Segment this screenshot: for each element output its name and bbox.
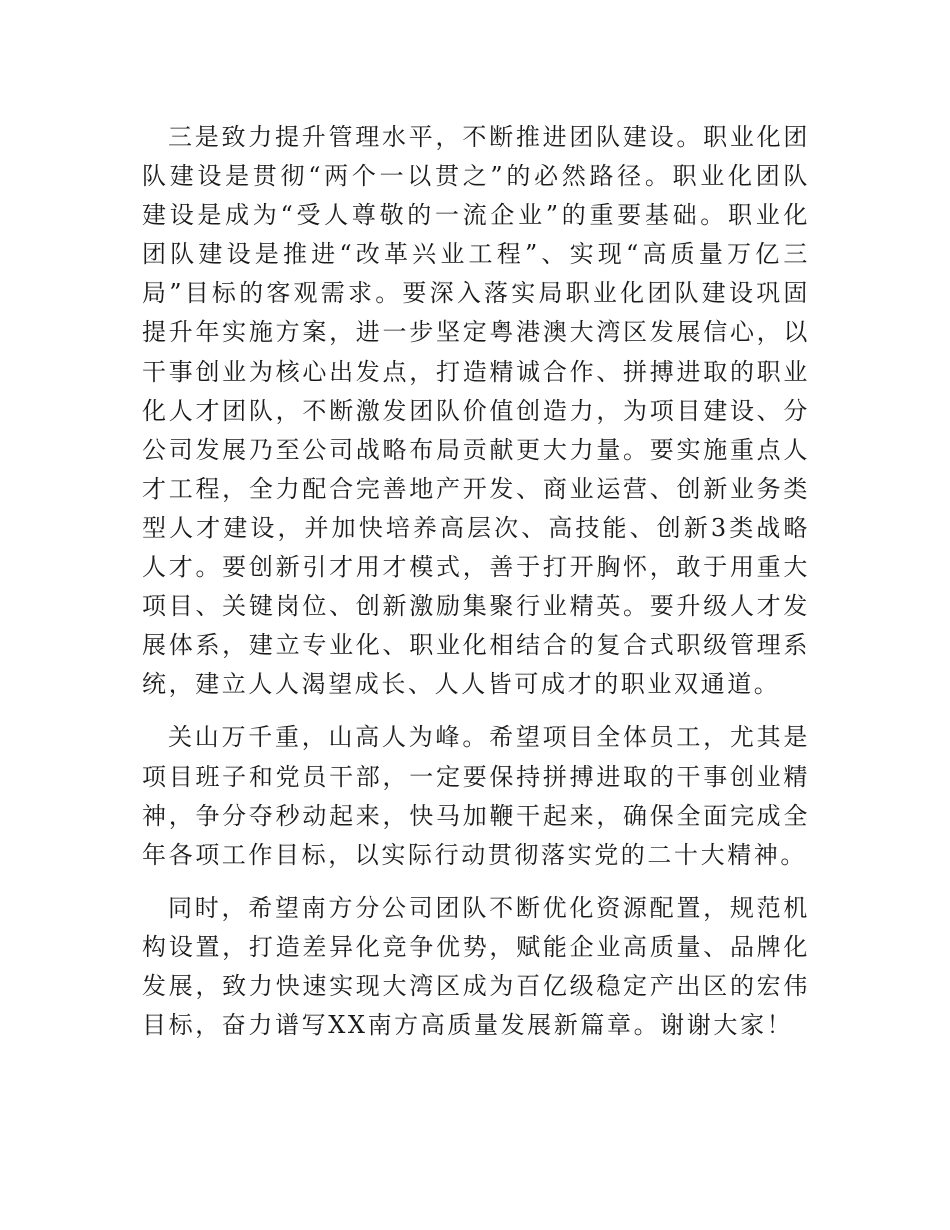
paragraph-closing: 同时，希望南方分公司团队不断优化资源配置，规范机构设置，打造差异化竞争优势，赋能企业高质量、品牌化发展，致力快速实现大湾区成为百亿级稳定产出区的宏伟目标，奋力谱写XX南方高质量发展新篇章。谢谢大家！ — [142, 893, 810, 1040]
paragraph-team-building: 三是致力提升管理水平，不断推进团队建设。职业化团队建设是贯彻“两个一以贯之”的必然路径。职业化团队建设是成为“受人尊敬的一流企业”的重要基础。职业化团队建设是推进“改革兴业工程”、实现“高质量万亿三局”目标的客观需求。要深入落实局职业化团队建设巩固提升年实施方案，进一步坚定粤港澳大湾区发展信心，以干事创业为核心出发点，打造精诚合作、拼搏进取的职业化人才团队，不断激发团队价值创造力，为项目建设、分公司发展乃至公司战略布局贡献更大力量。要实施重点人才工程，全力配合完善地产开发、商业运营、创新业务类型人才建设，并加快培养高层次、高技能、创新3类战略人才。要创新引才用才模式，善于打开胸怀，敢于用重大项目、关键岗位、创新激励集聚行业精英。要升级人才发展体系，建立专业化、职业化相结合的复合式职级管理系统，建立人人渴望成长、人人皆可成才的职业双通道。 — [142, 123, 810, 699]
document-body — [142, 118, 810, 1059]
paragraph-call-to-action: 关山万千重，山高人为峰。希望项目全体员工，尤其是项目班子和党员干部，一定要保持拼搏进取的干事创业精神，争分夺秒动起来，快马加鞭干起来，确保全面完成全年各项工作目标，以实际行动贯彻落实党的二十大精神。 — [142, 723, 810, 869]
